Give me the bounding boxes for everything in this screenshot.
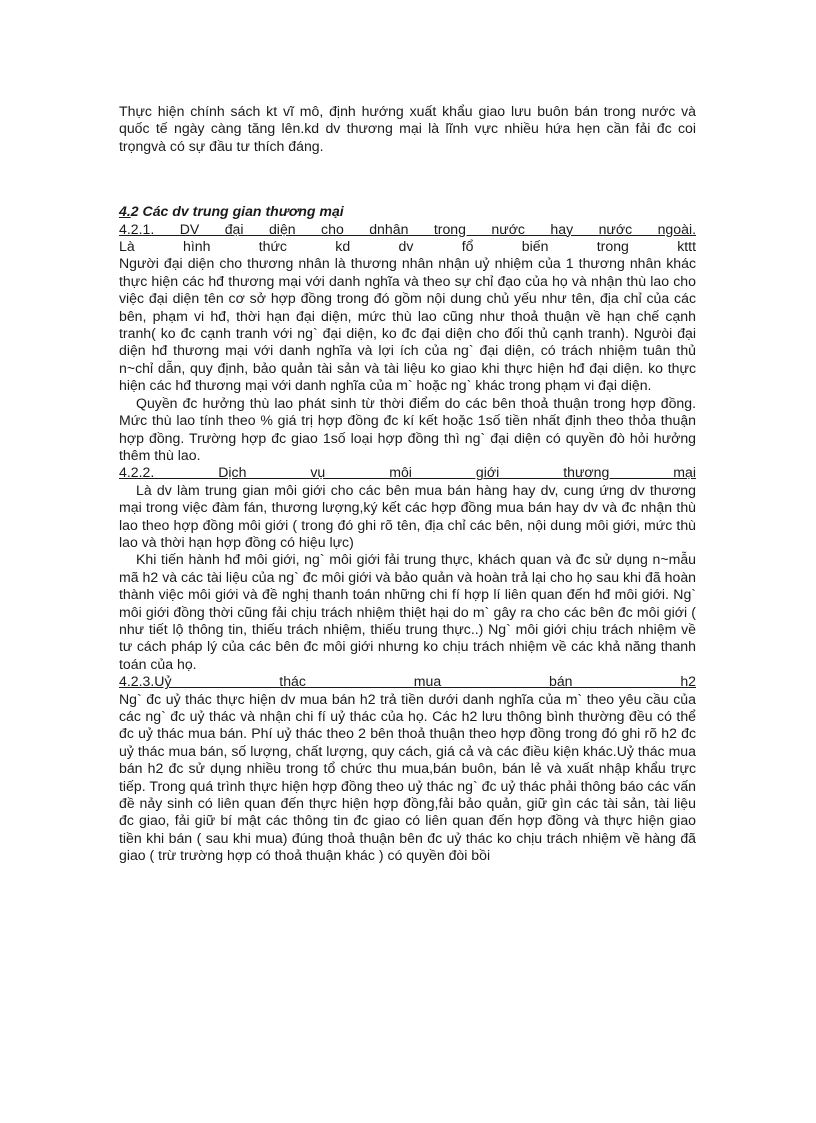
subsection-heading-4-2-3: 4.2.3.Uỷ thác mua bán h2 xyxy=(119,673,696,690)
subsection-lead-4-2-1: Là hình thức kd dv fổ biến trong kttt xyxy=(119,238,696,255)
paragraph-4-2-3-a: Ng` đc uỷ thác thực hiện dv mua bán h2 trả tiền dưới danh nghĩa của m` theo yêu cầu của các ng` đc uỷ thác và nhận chi fí uỷ thác của họ. Các h2 lưu thông bình thường đều có thể đc uỷ thác mua bán. Phí uỷ thác theo 2 bên thoả thuận theo hợp đồng trong đó ghi rõ h2 đc uỷ thác mua bán, số lượng, chất lượng, quy cách, giá cả và các điều kiện khác.Uỷ thác mua bán h2 đc sử dụng nhiều trong tổ chức thu mua,bán buôn, bán lẻ và xuất nhập khẩu trực tiếp. Trong quá trình thực hiện hợp đồng theo uỷ thác ng` đc uỷ thác phải thông báo các vấn đề nảy sinh có liên quan đến thực hiện hợp đồng,fải bảo quản, giữ gìn các tài sản, tài liệu đc giao, fải giữ bí mật các thông tin đc giao có liên quan đến hợp đồng và thực hiện giao tiền khi bán ( sau khi mua) đúng thoả thuận bên đc uỷ thác ko chịu trách nhiệm về hàng đã giao ( trừ trường hợp có thoả thuận khác ) có quyền đòi bồi xyxy=(119,690,696,864)
intro-paragraph: Thực hiện chính sách kt vĩ mô, định hướng xuất khẩu giao lưu buôn bán trong nước và quốc tế ngày càng tăng lên.kd dv thương mại là lĩnh vực nhiều hứa hẹn cần fải đc coi trọngvà có sự đầu tư thích đáng. xyxy=(119,103,696,154)
subsection-heading-4-2-1: 4.2.1. DV đại diện cho dnhân trong nước hay nước ngoài. xyxy=(119,220,696,237)
section-title xyxy=(119,203,696,220)
section-number: 4. xyxy=(119,203,131,220)
document-page xyxy=(119,103,696,865)
paragraph-4-2-2-b: Khi tiến hành hđ môi giới, ng` môi giới fải trung thực, khách quan và đc sử dụng n~mẫu mã h2 và các tài liệu của ng` đc môi giới và bảo quản và hoàn trả lại cho họ sau khi đã hoàn thành việc môi giới và đề nghị thanh toán những chi fí hợp lí liên quan đến hđ môi giới. Ng` môi giới đồng thời cũng fải chịu trách nhiệm thiệt hại do m` gây ra cho các bên đc môi giới ( như tiết lộ thông tin, thiếu trách nhiệm, thiếu trung thực..) Ng` môi giới chịu trách nhiệm về tư cách pháp lý của các bên đc môi giới nhưng ko chịu trách nhiệm về các khả năng thanh toán của họ. xyxy=(119,551,696,672)
subsection-heading-4-2-2: 4.2.2. Dịch vụ môi giới thương mại xyxy=(119,464,696,481)
paragraph-4-2-2-a: Là dv làm trung gian môi giới cho các bên mua bán hàng hay dv, cung ứng dv thương mại trong việc đàm fán, thương lượng,ký kết các hợp đồng mua bán hay dv và đc nhận thù lao theo hợp đồng môi giới ( trong đó ghi rõ tên, địa chỉ các bên, nội dung môi giới, mức thù lao và thời hạn hợp đồng có hiệu lực) xyxy=(119,481,696,550)
section-title-text: 2 Các dv trung gian thương mại xyxy=(130,203,344,220)
paragraph-4-2-1-b: Quyền đc hưởng thù lao phát sinh từ thời điểm do các bên thoả thuận trong hợp đồng. Mức thù lao tính theo % giá trị hợp đồng đc kí kết hoặc 1số tiền nhất định theo thỏa thuận hợp đồng. Trường hợp đc giao 1số loại hợp đồng thì ng` đại diện có quyền đò hỏi hưởng thêm thù lao. xyxy=(119,394,696,463)
paragraph-4-2-1-a: Người đại diện cho thương nhân là thương nhân nhận uỷ nhiệm của 1 thương nhân khác thực hiện các hđ thương mại với danh nghĩa và theo sự chỉ đạo của họ và nhận thù lao cho việc đại diện tên cơ sở hợp đồng trong đó gồm nội dung chủ yếu như tên, địa chỉ của các bên, phạm vi hđ, thời hạn đại diện, mức thù lao cũng như thoả thuận về hạn chế cạnh tranh( ko đc cạnh tranh với ng` đại diện, ko đc đại diện cho đối thủ cạnh tranh). Ngưòi đại diện hđ thương mại với danh nghĩa và lợi ích của ng` đại diện, có trách nhiệm tuân thủ n~chỉ dẫn, quy định, bảo quản tài sản và tài liệu ko giao khi thực hiện hđ đại diện. ko thực hiện các hđ thương mại với danh nghĩa của m` hoặc ng` khác trong phạm vi đại diện. xyxy=(119,255,696,394)
